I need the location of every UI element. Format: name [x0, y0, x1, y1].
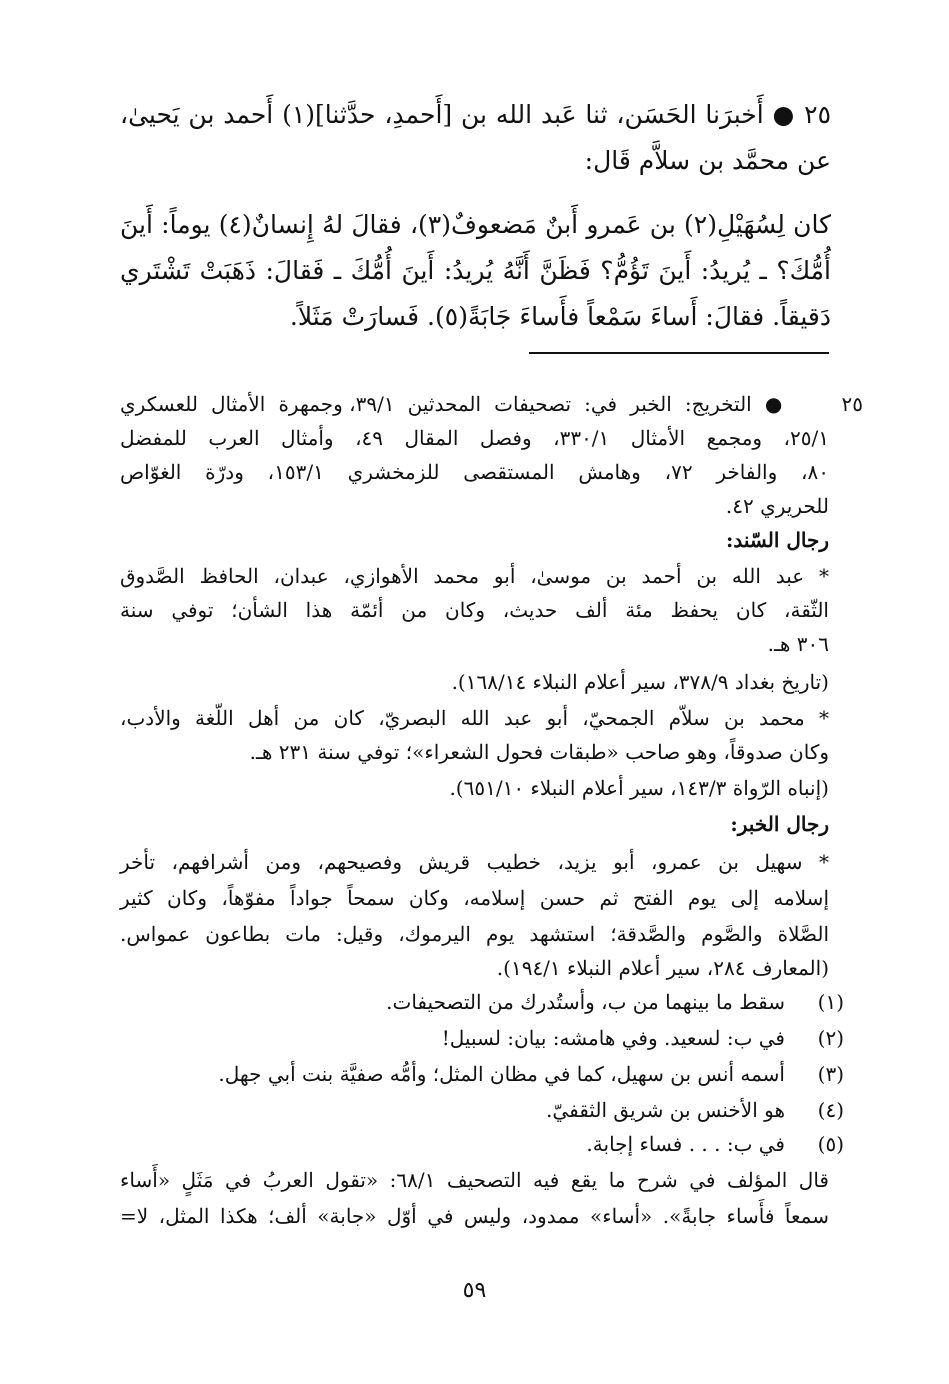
note-line-15: إسلامه إلى يوم الفتح ثم حسن إسلامه، وكان سمحاً جواداً مفوّهاً، وكان كثير — [120, 886, 829, 910]
note-line-7: الثّقة، كان يحفظ مئة ألف حديث، وكان من أئمّة هذا الشأن؛ توفي سنة — [120, 598, 829, 622]
continuation-line-2: سمعاً فأَساء جابةً». «أساء» ممدود، وليس في أوّل «جابة» ألف؛ هكذا المثل، لا= — [120, 1204, 829, 1228]
note-line-4: للحريري ٤٢. — [725, 494, 829, 518]
footnote-number: (٣) — [817, 1062, 844, 1086]
note-line-14: * سهيل بن عمرو، أبو يزيد، خطيب قريش وفصيحهم، ومن أشرافهم، تأخر — [120, 850, 829, 874]
footnote-number: (٥) — [817, 1132, 844, 1156]
page-number: ٥٩ — [462, 1278, 487, 1303]
note-line-2: ٢٥/١، ومجمع الأمثال ٣٣٠/١، وفصل المقال ٤٩، وأمثال العرب للمفضل — [120, 426, 829, 450]
note-line-8: ٣٠٦ هـ. — [767, 632, 829, 656]
footnote-text: في ب: لسعيد. وفي هامشه: بيان: لسبيل! — [441, 1026, 785, 1050]
main-line-3: كان لِسُهَيْلِ(٢) بن عَمرو أَبنٌ مَضعوفٌ(٣)، فقالَ لهُ إِنسانٌ(٤) يوماً: أَينَ — [120, 210, 832, 239]
footnote-text: أسمه أنس بن سهيل، كما في مظان المثل؛ وأمُّه صفيَّة بنت أبي جهل. — [218, 1062, 785, 1086]
footnote-text: هو الأخنس بن شريق الثقفيّ. — [546, 1098, 785, 1122]
separator-rule — [529, 352, 829, 354]
footnote-text: في ب: . . . فساء إجابة. — [586, 1132, 785, 1156]
note-line-6: * عبد الله بن أحمد بن موسىٰ، أبو محمد الأهوازي، عبدان، الحافظ الصَّدوق — [120, 564, 829, 588]
note-number: ٢٥ — [841, 392, 863, 416]
continuation-line-1: قال المؤلف في شرح ما يقع فيه التصحيف ٦٨/١: «تقول العربُ في مَثَلٍ «أَساء — [120, 1168, 829, 1192]
note-line-1: ● التخريج: الخبر في: تصحيفات المحدثين ٣٩/١، وجمهرة الأمثال للعسكري — [120, 392, 789, 416]
main-line-5: دَقيقاً. فقالَ: أَساءَ سَمْعاً فأَساءَ جَابَةً(٥). فَسارَتْ مَثَلاً. — [289, 302, 831, 331]
footnote-number: (٢) — [817, 1026, 844, 1050]
note-line-10: * محمد بن سلاّم الجمحيّ، أبو عبد الله البصريّ، كان من أهل اللّغة والأدب، — [120, 706, 829, 730]
note-line-17: (المعارف ٢٨٤، سير أعلام النبلاء ١٩٤/١). — [496, 956, 829, 980]
main-line-4: أُمُّكَ؟ ـ يُريدُ: أَينَ تَؤُمُّ؟ فَظَنَّ أَنَّهُ يُريدُ: أَينَ أُمُّكَ ـ فَقالَ: ذَهَبَتْ تَشْتَري — [120, 256, 831, 285]
note-line-11: وكان صدوقاً، وهو صاحب «طبقات فحول الشعراء»؛ توفي سنة ٢٣١ هـ. — [249, 740, 829, 764]
main-line-2: عن محمَّد بن سلاَّم قَال: — [584, 146, 831, 175]
section-heading-sanad: رجال السّند: — [725, 528, 829, 552]
main-line-1: ٢٥ ● أَخبرَنا الحَسَن، ثنا عَبد الله بن [أَحمدِ، حدَّثنا](١) أَحمد بن يَحيىٰ، — [120, 100, 831, 129]
section-heading-khabar: رجال الخبر: — [730, 812, 829, 836]
note-line-16: الصَّلاة والصَّوم والصَّدقة؛ استشهد يوم اليرموك، وقيل: مات بطاعون عمواس. — [120, 922, 829, 946]
note-line-9: (تاريخ بغداد ٣٧٨/٩، سير أعلام النبلاء ١٦٨/١٤). — [451, 670, 829, 694]
note-line-12: (إنباه الرّواة ١٤٣/٣، سير أعلام النبلاء ٦٥١/١٠). — [449, 776, 829, 800]
footnote-text: سقط ما بينهما من ب، وأستُدرك من التصحيفات. — [386, 990, 785, 1014]
footnote-number: (١) — [817, 990, 844, 1014]
note-line-3: ٨٠، والفاخر ٧٢، وهامش المستقصى للزمخشري ١٥٣/١، ودرّة الغوّاص — [120, 460, 829, 484]
footnote-number: (٤) — [817, 1098, 844, 1122]
